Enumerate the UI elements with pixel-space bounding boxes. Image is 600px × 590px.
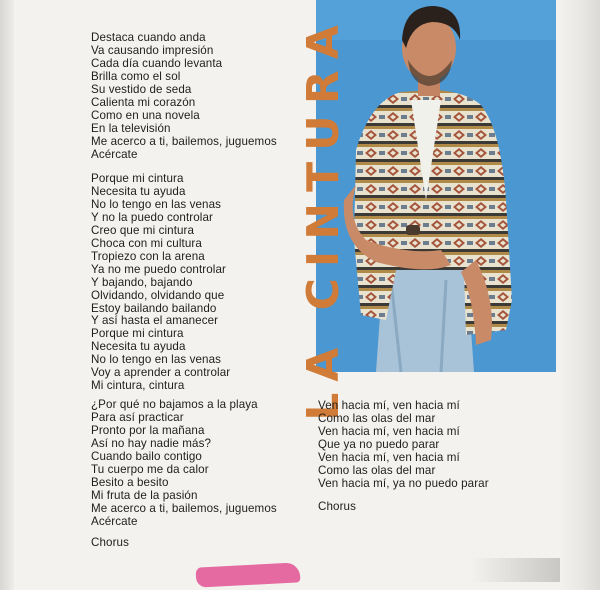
- lyric-line: ¿Por qué no bajamos a la playa: [91, 398, 258, 411]
- song-title-text: LA CINTURA: [297, 13, 349, 421]
- lyric-line: Destaca cuando anda: [91, 31, 206, 44]
- lyric-line: No lo tengo en las venas: [91, 353, 222, 367]
- lyric-line: Y no la puedo controlar: [91, 210, 213, 224]
- lyric-line: Va causando impresión: [91, 43, 214, 57]
- lyric-line: Creo que mi cintura: [91, 223, 195, 237]
- pink-paint-stroke: [196, 562, 301, 587]
- lyric-line: Pronto por la mañana: [91, 423, 205, 437]
- lyric-line: Acércate: [91, 514, 138, 528]
- lyric-line: Acércate: [91, 147, 138, 161]
- paper-smudge: [470, 558, 560, 582]
- lyric-line: Olvidando, olvidando que: [91, 288, 225, 302]
- lyric-line: Voy a aprender a controlar: [91, 366, 231, 380]
- lyric-line: Ven hacia mí, ya no puedo parar: [318, 476, 489, 490]
- lyric-line: Porque mi cintura: [91, 327, 184, 341]
- lyric-line: Su vestido de seda: [91, 82, 192, 96]
- lyric-line: Tu cuerpo me da calor: [91, 462, 209, 476]
- lyric-line: Cada día cuando levanta: [91, 56, 223, 70]
- chorus-label: Chorus: [318, 500, 356, 513]
- lyric-line: Cuando bailo contigo: [91, 449, 202, 463]
- lyrics-stanza-1: [91, 32, 277, 162]
- lyric-line: Me acerco a ti, bailemos, juguemos: [91, 501, 277, 515]
- lyrics-stanza-4: [318, 400, 489, 491]
- lyric-line: Y bajando, bajando: [91, 275, 193, 289]
- lyric-line: En la televisión: [91, 121, 171, 135]
- lyric-line: Ven hacia mí, ven hacia mí: [318, 450, 460, 464]
- chorus-label-left: [91, 537, 129, 550]
- chorus-label-right: [318, 501, 356, 514]
- lyric-line: Estoy bailando bailando: [91, 301, 217, 315]
- page-right-edge: [558, 0, 600, 590]
- lyric-line: Que ya no puedo parar: [318, 437, 440, 451]
- song-title: [293, 13, 353, 421]
- lyric-line: Para así practicar: [91, 410, 184, 424]
- lyric-line: Calienta mi corazón: [91, 95, 196, 109]
- lyric-line: Mi fruta de la pasión: [91, 488, 198, 502]
- lyric-line: Tropiezo con la arena: [91, 249, 205, 263]
- lyric-line: Besito a besito: [91, 475, 169, 489]
- page-left-edge: [0, 0, 14, 590]
- lyric-line: Me acerco a ti, bailemos, juguemos: [91, 134, 277, 148]
- lyric-line: Porque mi cintura: [91, 172, 184, 185]
- lyric-line: Ven hacia mí, ven hacia mí: [318, 399, 460, 412]
- lyric-line: Como en una novela: [91, 108, 200, 122]
- lyric-line: Necesita tu ayuda: [91, 184, 186, 198]
- chorus-label: Chorus: [91, 536, 129, 549]
- lyric-line: Como las olas del mar: [318, 463, 436, 477]
- lyric-line: Así no hay nadie más?: [91, 436, 212, 450]
- lyric-line: Brilla como el sol: [91, 69, 181, 83]
- lyric-line: Mi cintura, cintura: [91, 379, 185, 393]
- lyrics-stanza-2: [91, 173, 230, 393]
- lyric-line: Ya no me puedo controlar: [91, 262, 226, 276]
- lyric-line: Ven hacia mí, ven hacia mí: [318, 424, 460, 438]
- lyric-line: Y así hasta el amanecer: [91, 314, 219, 328]
- lyric-line: Como las olas del mar: [318, 411, 436, 425]
- lyrics-stanza-3: [91, 399, 277, 529]
- lyric-line: Necesita tu ayuda: [91, 340, 186, 354]
- lyric-line: Choca con mi cultura: [91, 236, 202, 250]
- lyric-line: No lo tengo en las venas: [91, 197, 222, 211]
